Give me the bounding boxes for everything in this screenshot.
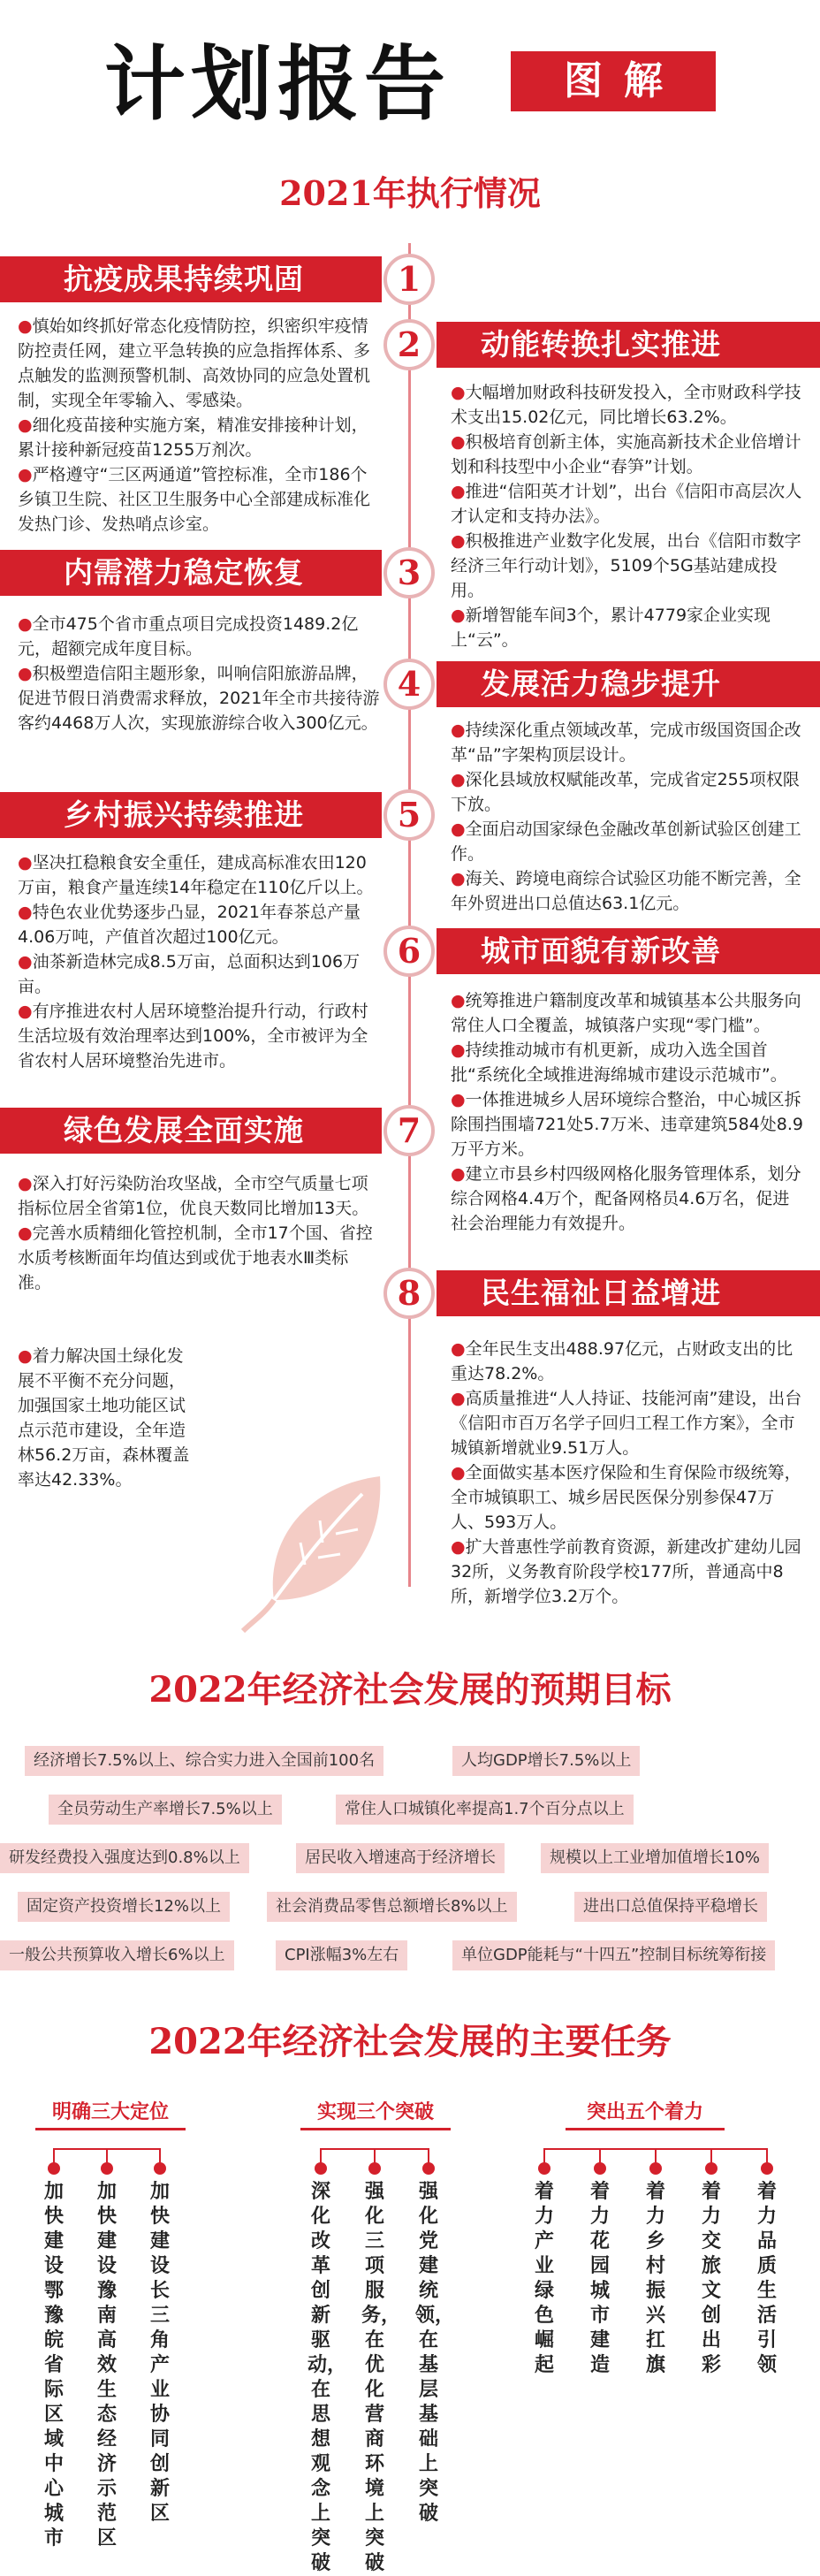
item-3-para-1: 全市475个省市重点项目完成投资1489.2亿元，超额完成年度目标。 [18, 614, 359, 659]
item-5-text: ●坚决扛稳粮食安全重任，建成高标准农田120万亩，粮食产量连续14年稳定在110亿斤以上。 ●特色农业优势逐步凸显，2021年春茶总产量4.06万吨，产值首次超过100亿元。 ●油茶新造林完成8.5万亩，总面积达到106万亩。 ●有序推进农村人居环境整治提升行动，行政村生活垃圾有效治理率达到100%，全市被评为全省农村人居环境整治先进市。 [18, 853, 374, 1071]
item-7-para-2: 完善水质精细化管控机制，全市17个国、省控水质考核断面年均值达到或优于地表水Ⅲ类标准。 [18, 1223, 373, 1292]
goal-tag: 社会消费品零售总额增长8%以上 [267, 1892, 517, 1922]
item-8-para-1: 全年民生支出488.97亿元，占财政支出的比重达78.2%。 [451, 1339, 793, 1383]
item-6-para-4: 建立市县乡村四级网格化服务管理体系，划分综合网格4.4万个，配备网格员4.6万名，促进社会治理能力有效提升。 [451, 1164, 801, 1233]
task-item: 着力乡村振兴扛旗 [645, 2181, 665, 2376]
task-item: 着力品质生活引领 [756, 2181, 777, 2376]
item-8-para-3: 全面做实基本医疗保险和生育保险市级统筹，全市城镇职工、城乡居民医保分别参保47万人、593万人。 [451, 1463, 801, 1532]
task-item: 着力交旅文创出彩 [701, 2181, 721, 2376]
goal-tag: 全员劳动生产率增长7.5%以上 [49, 1795, 282, 1825]
item-7-text-a: ●深入打好污染防治攻坚战，全市空气质量七项指标位居全省第1位，优良天数同比增加13天。 ●完善水质精细化管控机制，全市17个国、省控水质考核断面年均值达到或优于地表水Ⅲ类标准。 [18, 1174, 373, 1292]
task-item: 加快建设鄂豫皖省际区域中心城市 [43, 2181, 64, 2549]
item-7-banner: 绿色发展全面实施 [0, 1108, 382, 1154]
task-bullet [315, 2162, 327, 2175]
item-1-para-2: 细化疫苗接种实施方案，精准安排接种计划，累计接种新冠疫苗1255万剂次。 [18, 415, 368, 460]
item-2-number: 2 [383, 319, 435, 370]
item-1-banner: 抗疫成果持续巩固 [0, 256, 382, 302]
goal-tag: 居民收入增速高于经济增长 [296, 1843, 505, 1873]
item-7-text-b: ●着力解决国土绿化发展不平衡不充分问题，加强国家土地功能区试点示范市建设，全年造林56.2万亩，森林覆盖率达42.33%。 [18, 1346, 190, 1490]
task-bullet [594, 2162, 606, 2175]
task-item: 强化党建统领，在基层基础上突破 [415, 2181, 455, 2525]
item-2-para-5: 新增智能车间3个，累计4779家企业实现上“云”。 [451, 606, 771, 650]
goal-tag: 一般公共预算收入增长6%以上 [0, 1940, 234, 1970]
item-5-para-2: 特色农业优势逐步凸显，2021年春茶总产量4.06万吨，产值首次超过100亿元。 [18, 903, 361, 947]
item-1-text: ●慎始如终抓好常态化疫情防控，织密织牢疫情防控责任网，建立平急转换的应急指挥体系、多点触发的监测预警机制、高效协同的应急处置机制，实现全年零输入、零感染。 ●细化疫苗接种实施方案，精准安排接种计划，累计接种新冠疫苗1255万剂次。 ●严格遵守“三区两通道”管控标准，全市186个乡镇卫生院、社区卫生服务中心全部建成标准化发热门诊、发热哨点诊室。 [18, 316, 371, 534]
item-1-para-3: 严格遵守“三区两通道”管控标准，全市186个乡镇卫生院、社区卫生服务中心全部建成标准化发热门诊、发热哨点诊室。 [18, 465, 371, 534]
item-2-para-4: 积极推进产业数字化发展，出台《信阳市数字经济三年行动计划》，5109个5G基站建成投用。 [451, 531, 801, 600]
leaf-decoration [239, 1459, 389, 1635]
item-5-para-1: 坚决扛稳粮食安全重任，建成高标准农田120万亩，粮食产量连续14年稳定在110亿斤以上。 [18, 853, 374, 897]
item-3-para-2: 积极塑造信阳主题形象，叫响信阳旅游品牌，促进节假日消费需求释放，2021年全市共接待游客约4468万人次，实现旅游综合收入300亿元。 [18, 664, 380, 733]
task-bullet [101, 2162, 113, 2175]
item-7-para-1: 深入打好污染防治攻坚战，全市空气质量七项指标位居全省第1位，优良天数同比增加13天。 [18, 1174, 369, 1218]
item-5-para-3: 油茶新造林完成8.5万亩，总面积达到106万亩。 [18, 952, 361, 996]
item-4-para-2: 深化县域放权赋能改革，完成省定255项权限下放。 [451, 770, 800, 814]
item-5-banner: 乡村振兴持续推进 [0, 792, 382, 838]
goal-tag: 经济增长7.5%以上、综合实力进入全国前100名 [25, 1746, 383, 1776]
item-1-para-1: 慎始如终抓好常态化疫情防控，织密织牢疫情防控责任网，建立平急转换的应急指挥体系、多点触发的监测预警机制、高效协同的应急处置机制，实现全年零输入、零感染。 [18, 316, 371, 410]
task-item: 着力花园城市建造 [589, 2181, 610, 2376]
goal-tag: 研发经费投入强度达到0.8%以上 [0, 1843, 249, 1873]
item-7-para-3: 着力解决国土绿化发展不平衡不充分问题，加强国家土地功能区试点示范市建设，全年造林56.2万亩，森林覆盖率达42.33%。 [18, 1346, 190, 1490]
task-bullet [48, 2162, 60, 2175]
goal-tag: 常住人口城镇化率提高1.7个百分点以上 [336, 1795, 634, 1825]
item-5-number: 5 [383, 789, 435, 841]
item-5-para-4: 有序推进农村人居环境整治提升行动，行政村生活垃圾有效治理率达到100%，全市被评为全省农村人居环境整治先进市。 [18, 1002, 368, 1071]
task-item: 加快建设长三角产业协同创新区 [149, 2181, 170, 2525]
task-group-1-head: 明确三大定位 [35, 2095, 186, 2130]
item-4-para-3: 全面启动国家绿色金融改革创新试验区创建工作。 [451, 819, 801, 864]
task-bullet [422, 2162, 435, 2175]
item-6-text: ●统筹推进户籍制度改革和城镇基本公共服务向常住人口全覆盖，城镇落户实现“零门槛”。 ●持续推动城市有机更新，成功入选全国首批“系统化全域推进海绵城市建设示范城市”。 ●一体推进城乡人居环境综合整治，中心城区拆除围挡围墙721处5.7万米、违章建筑584处8.9万平方米。 ●建立市县乡村四级网格化服务管理体系，划分综合网格4.4万个，配备网格员4.6万名，促进社会治理能力有效提升。 [451, 991, 803, 1233]
item-4-para-4: 海关、跨境电商综合试验区功能不断完善，全年外贸进出口总值达63.1亿元。 [451, 869, 801, 913]
item-8-text: ●全年民生支出488.97亿元，占财政支出的比重达78.2%。 ●高质量推进“人人持证、技能河南”建设，出台《信阳市百万名学子回归工程工作方案》，全市城镇新增就业9.51万人。 ●全面做实基本医疗保险和生育保险市级统筹，全市城镇职工、城乡居民医保分别参保47万人、593万人。 ●扩大普惠性学前教育资源，新建改扩建幼儿园32所，义务教育阶段学校177所，普通高中8所，新增学位3.2万个。 [451, 1339, 802, 1606]
item-2-para-2: 积极培育创新主体，实施高新技术企业倍增计划和科技型中小企业“春笋”计划。 [451, 432, 801, 476]
task-bullet [761, 2162, 773, 2175]
item-2-text: ●大幅增加财政科技研发投入，全市财政科学技术支出15.02亿元，同比增长63.2%。 ●积极培育创新主体，实施高新技术企业倍增计划和科技型中小企业“春笋”计划。 ●推进“信阳英才计划”，出台《信阳市高层次人才认定和支持办法》。 ●积极推进产业数字化发展，出台《信阳市数字经济三年行动计划》，5109个5G基站建成投用。 ●新增智能车间3个，累计4779家企业实现上“云”。 [451, 383, 802, 650]
item-4-text: ●持续深化重点领域改革，完成市级国资国企改革“品”字架构顶层设计。 ●深化县域放权赋能改革，完成省定255项权限下放。 ●全面启动国家绿色金融改革创新试验区创建工作。 ●海关、跨境电商综合试验区功能不断完善，全年外贸进出口总值达63.1亿元。 [451, 720, 801, 913]
item-8-number: 8 [383, 1268, 435, 1319]
item-8-para-2: 高质量推进“人人持证、技能河南”建设，出台《信阳市百万名学子回归工程工作方案》，全市城镇新增就业9.51万人。 [451, 1389, 802, 1458]
item-4-number: 4 [383, 659, 435, 710]
item-3-banner: 内需潜力稳定恢复 [0, 550, 382, 596]
item-3-text: ●全市475个省市重点项目完成投资1489.2亿元，超额完成年度目标。 ●积极塑造信阳主题形象，叫响信阳旅游品牌，促进节假日消费需求释放，2021年全市共接待游客约4468万人次，实现旅游综合收入300亿元。 [18, 614, 380, 733]
task-group-2-head: 实现三个突破 [300, 2095, 451, 2130]
goal-tag: 进出口总值保持平稳增长 [574, 1892, 767, 1922]
section-title-goals: 2022年经济社会发展的预期目标 [148, 1669, 672, 1711]
task-bullet [649, 2162, 662, 2175]
goal-tag: CPI涨幅3%左右 [276, 1940, 407, 1970]
item-6-para-2: 持续推动城市有机更新，成功入选全国首批“系统化全域推进海绵城市建设示范城市”。 [451, 1040, 787, 1085]
item-6-para-3: 一体推进城乡人居环境综合整治，中心城区拆除围挡围墙721处5.7万米、违章建筑584处8.9万平方米。 [451, 1090, 803, 1159]
item-7-number: 7 [383, 1105, 435, 1156]
task-bullet [368, 2162, 381, 2175]
task-item: 加快建设豫南高效生态经济示范区 [96, 2181, 117, 2549]
task-group-3-head: 突出五个着力 [566, 2095, 725, 2130]
item-6-number: 6 [383, 926, 435, 977]
section-title-tasks: 2022年经济社会发展的主要任务 [148, 2021, 672, 2062]
goal-tag: 单位GDP能耗与“十四五”控制目标统筹衔接 [452, 1940, 775, 1970]
item-6-para-1: 统筹推进户籍制度改革和城镇基本公共服务向常住人口全覆盖，城镇落户实现“零门槛”。 [451, 991, 801, 1035]
item-2-banner: 动能转换扎实推进 [437, 322, 820, 368]
goal-tag: 固定资产投资增长12%以上 [18, 1892, 230, 1922]
task-item: 深化改革创新驱动，在思想观念上突破 [308, 2181, 347, 2574]
task-bullet [154, 2162, 166, 2175]
page-title: 计划报告 [104, 37, 452, 132]
task-item: 着力产业绿色崛起 [534, 2181, 554, 2376]
item-4-para-1: 持续深化重点领域改革，完成市级国资国企改革“品”字架构顶层设计。 [451, 720, 801, 765]
item-8-para-4: 扩大普惠性学前教育资源，新建改扩建幼儿园32所，义务教育阶段学校177所，普通高中8所，新增学位3.2万个。 [451, 1537, 801, 1606]
header-tag: 图解 [511, 51, 716, 111]
task-bullet [538, 2162, 550, 2175]
goal-tag: 规模以上工业增加值增长10% [541, 1843, 769, 1873]
item-1-number: 1 [383, 254, 435, 305]
item-3-number: 3 [383, 547, 435, 598]
task-bullet [705, 2162, 718, 2175]
item-4-banner: 发展活力稳步提升 [437, 661, 820, 707]
timeline-spine [408, 243, 411, 1587]
section-title-2021: 2021年执行情况 [279, 173, 541, 213]
item-2-para-1: 大幅增加财政科技研发投入，全市财政科学技术支出15.02亿元，同比增长63.2%。 [451, 383, 801, 427]
item-6-banner: 城市面貌有新改善 [437, 928, 820, 974]
goal-tag: 人均GDP增长7.5%以上 [452, 1746, 640, 1776]
item-2-para-3: 推进“信阳英才计划”，出台《信阳市高层次人才认定和支持办法》。 [451, 482, 802, 526]
task-item: 强化三项服务，在优化营商环境上突破 [361, 2181, 401, 2574]
item-8-banner: 民生福祉日益增进 [437, 1270, 820, 1316]
